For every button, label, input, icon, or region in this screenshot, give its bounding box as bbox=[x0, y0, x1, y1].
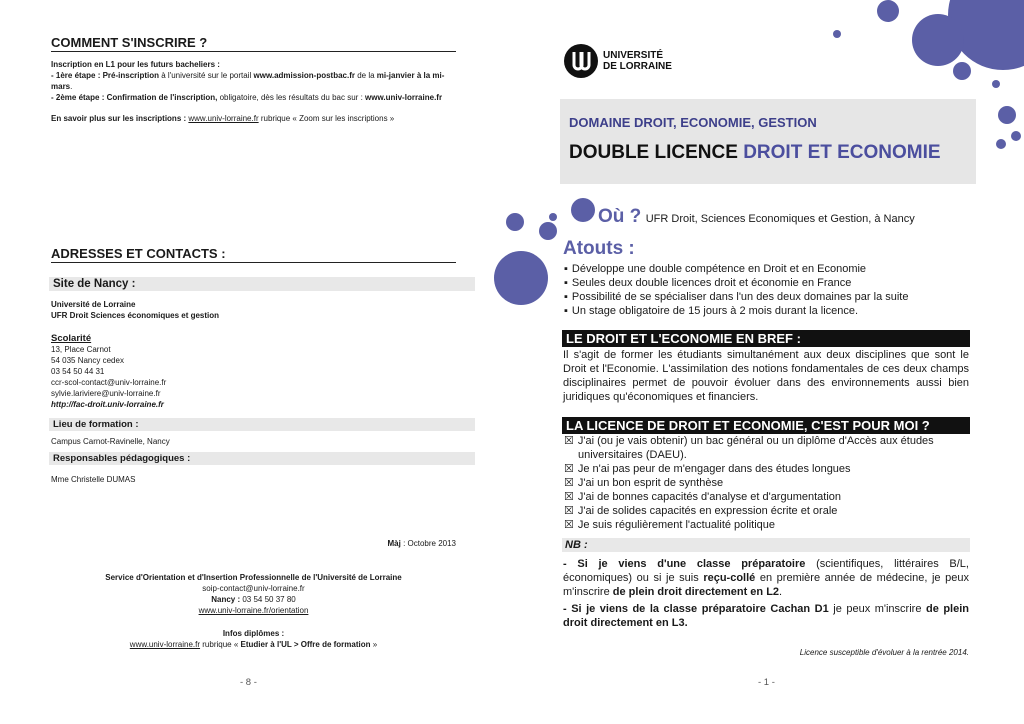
pour-moi-list bbox=[564, 434, 970, 532]
program-title bbox=[569, 142, 941, 164]
nb-1-bold3: de plein droit directement en L2 bbox=[612, 586, 780, 598]
list-item: ☒ J'ai de bonnes capacités d'analyse et d'argumentation bbox=[564, 490, 970, 504]
decorative-circle bbox=[549, 213, 557, 221]
step-1-site: www.admission-postbac.fr bbox=[253, 71, 355, 80]
ufr-name: UFR Droit Sciences économiques et gestion bbox=[51, 311, 220, 320]
nb-item-1 bbox=[563, 557, 969, 599]
service-site[interactable]: www.univ-lorraine.fr/orientation bbox=[198, 606, 309, 615]
infos-mid: rubrique « bbox=[200, 640, 241, 649]
update-value: : Octobre 2013 bbox=[400, 539, 456, 548]
update-date bbox=[340, 538, 456, 549]
service-phone-value: 03 54 50 37 80 bbox=[242, 595, 296, 604]
nb-1-text2: en première année de médecine, je peux m'inscrire bbox=[563, 572, 969, 598]
infos-label: Infos diplômes : bbox=[222, 629, 285, 638]
title-black: DOUBLE LICENCE bbox=[569, 142, 738, 163]
decorative-circle bbox=[833, 30, 841, 38]
step-2 bbox=[51, 92, 461, 103]
resp-label: Responsables pédagogiques : bbox=[49, 452, 475, 465]
title-box bbox=[560, 99, 976, 184]
atouts-label: Atouts : bbox=[563, 238, 635, 259]
infos-link[interactable]: www.univ-lorraine.fr bbox=[129, 640, 201, 649]
list-item: ☒ Je n'ai pas peur de m'engager dans des études longues bbox=[564, 462, 970, 476]
list-item: ☒ J'ai (ou je vais obtenir) un bac général ou un diplôme d'Accès aux études universitaires (DAEU). bbox=[564, 434, 970, 462]
step-2-label: - 2ème étape : Confirmation de l'inscription, bbox=[51, 93, 218, 102]
step-1-mid: de la bbox=[355, 71, 377, 80]
more-info-suffix: rubrique « Zoom sur les inscriptions » bbox=[258, 114, 395, 123]
address-line-1: 13, Place Carnot bbox=[51, 345, 111, 354]
logo-line-1: UNIVERSITÉ bbox=[603, 50, 664, 61]
page-number-left: - 8 - bbox=[240, 677, 257, 688]
decorative-circle bbox=[953, 62, 971, 80]
infos-line bbox=[51, 639, 456, 650]
service-phone-label: Nancy : bbox=[211, 595, 243, 604]
contacts-title: ADRESSES ET CONTACTS : bbox=[51, 246, 456, 263]
service-block bbox=[51, 572, 456, 650]
email-2[interactable]: sylvie.lariviere@univ-lorraine.fr bbox=[51, 389, 161, 398]
nb-1-end: . bbox=[779, 586, 783, 598]
resp-value: Mme Christelle DUMAS bbox=[51, 475, 136, 484]
page-number-right: - 1 - bbox=[758, 677, 775, 688]
location-text: UFR Droit, Sciences Economiques et Gestion, à Nancy bbox=[645, 213, 915, 225]
decorative-circle bbox=[912, 14, 964, 66]
decorative-circle bbox=[998, 106, 1016, 124]
service-title: Service d'Orientation et d'Insertion Professionnelle de l'Université de Lorraine bbox=[105, 573, 402, 582]
step-2-site: www.univ-lorraine.fr bbox=[365, 93, 443, 102]
list-item: ▪ Développe une double compétence en Droit et en Economie bbox=[564, 262, 974, 276]
pour-moi-title: LA LICENCE DE DROIT ET ECONOMIE, C'EST POUR MOI ? bbox=[562, 417, 970, 434]
list-item: ☒ J'ai de solides capacités en expression écrite et orale bbox=[564, 504, 970, 518]
site-label: Site de Nancy : bbox=[49, 277, 475, 291]
location-label: Où ? bbox=[598, 206, 642, 227]
nb-2-bold2: de plein droit directement en L3. bbox=[563, 603, 969, 629]
university-logo bbox=[564, 44, 674, 80]
email-1[interactable]: ccr-scol-contact@univ-lorraine.fr bbox=[51, 378, 167, 387]
step-1: - 1ère étape : Pré-inscription à l'université sur le portail www.admission-postbac.fr de la mi-janvier à la mi-mars. bbox=[51, 71, 445, 91]
l1-title: Inscription en L1 pour les futurs bacheliers : bbox=[51, 60, 220, 69]
phone: 03 54 50 44 31 bbox=[51, 367, 105, 376]
scolarite-label: Scolarité bbox=[51, 333, 92, 344]
nb-2-text: je peux m'inscrire bbox=[828, 603, 926, 615]
decorative-circle bbox=[877, 0, 899, 22]
bref-text: Il s'agit de former les étudiants simultanément aux deux disciplines que sont le Droit et l'Economie. L'assimilation des notions fondamentales de ces deux champs disciplinaires permet de pouvoir évoluer dans des environnements aussi bien juridiques qu'économiques et financiers. bbox=[563, 349, 969, 403]
list-item: ▪ Seules deux double licences droit et économie en France bbox=[564, 276, 974, 290]
address-line-2: 54 035 Nancy cedex bbox=[51, 356, 124, 365]
list-item: ☒ Je suis régulièrement l'actualité politique bbox=[564, 518, 970, 532]
contact-block bbox=[51, 299, 471, 410]
univ-name: Université de Lorraine bbox=[51, 300, 136, 309]
decorative-circle bbox=[1011, 131, 1021, 141]
step-1-text: à l'université sur le portail bbox=[159, 71, 254, 80]
decorative-circle bbox=[506, 213, 524, 231]
footnote: Licence susceptible d'évoluer à la rentrée 2014. bbox=[799, 648, 969, 657]
decorative-circle bbox=[996, 139, 1006, 149]
lieu-value: Campus Carnot-Ravinelle, Nancy bbox=[51, 437, 170, 446]
lieu-label: Lieu de formation : bbox=[49, 418, 475, 431]
nb-1-bold2: reçu-collé bbox=[703, 572, 756, 584]
atouts-list bbox=[564, 262, 974, 318]
bref-title: LE DROIT ET L'ECONOMIE EN BREF : bbox=[562, 330, 970, 347]
update-label: Màj bbox=[387, 539, 401, 548]
infos-end: » bbox=[370, 640, 378, 649]
more-info-link[interactable]: www.univ-lorraine.fr bbox=[188, 114, 259, 123]
step-2-text: obligatoire, dès les résultats du bac sur : bbox=[217, 93, 366, 102]
service-phone bbox=[51, 594, 456, 605]
title-blue: DROIT ET ECONOMIE bbox=[743, 142, 941, 163]
nb-1-bold: - Si je viens d'une classe préparatoire bbox=[563, 558, 806, 570]
list-item: ▪ Un stage obligatoire de 15 jours à 2 mois durant la licence. bbox=[564, 304, 974, 318]
how-to-register-title: COMMENT S'INSCRIRE ? bbox=[51, 35, 456, 52]
logo-mark-icon bbox=[564, 44, 598, 78]
step-1-label: - 1ère étape : Pré-inscription bbox=[51, 71, 160, 80]
location-line bbox=[598, 206, 915, 228]
service-email[interactable]: soip-contact@univ-lorraine.fr bbox=[202, 584, 305, 593]
more-info-label: En savoir plus sur les inscriptions : bbox=[51, 114, 189, 123]
list-item: ☒ J'ai un bon esprit de synthèse bbox=[564, 476, 970, 490]
decorative-circle bbox=[992, 80, 1000, 88]
list-item: ▪ Possibilité de se spécialiser dans l'un des deux domaines par la suite bbox=[564, 290, 974, 304]
decorative-circle bbox=[571, 198, 595, 222]
nb-2-bold: - Si je viens de la classe préparatoire Cachan D1 bbox=[563, 603, 829, 615]
decorative-circle bbox=[494, 251, 548, 305]
decorative-circle bbox=[539, 222, 557, 240]
nb-label: NB : bbox=[562, 538, 970, 552]
domain-label: DOMAINE DROIT, ECONOMIE, GESTION bbox=[569, 115, 817, 130]
more-info bbox=[51, 113, 461, 124]
infos-path: Etudier à l'UL > Offre de formation bbox=[240, 640, 371, 649]
website-link[interactable]: http://fac-droit.univ-lorraine.fr bbox=[51, 400, 164, 409]
logo-line-2: DE LORRAINE bbox=[603, 61, 672, 72]
step-1-period: mi-janvier à la mi-mars bbox=[51, 71, 445, 91]
nb-item-2 bbox=[563, 602, 969, 630]
registration-info bbox=[51, 59, 461, 124]
nb-1-text: (scientifiques, littéraires B/L, économiques) ou si je suis bbox=[563, 558, 969, 584]
